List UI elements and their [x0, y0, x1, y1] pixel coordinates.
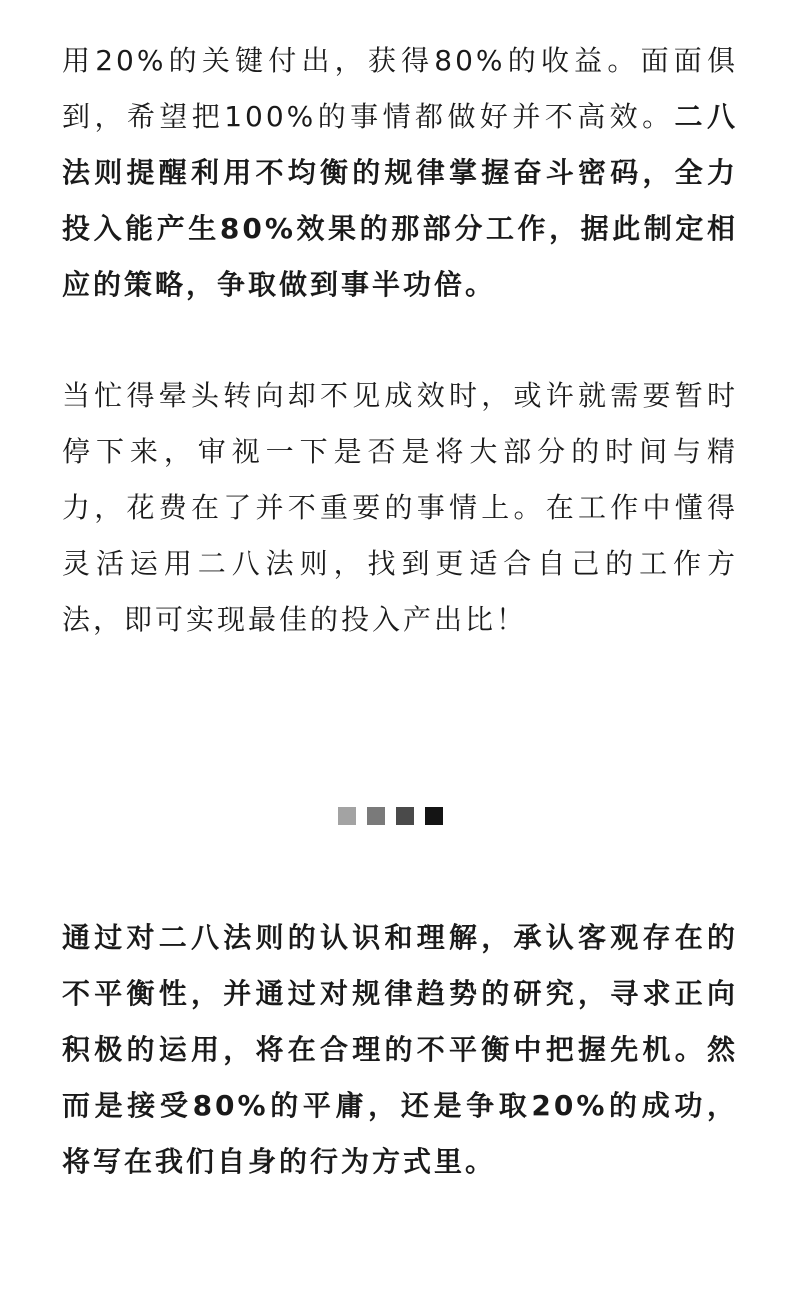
conclusion-section: [62, 910, 738, 1190]
paragraph-pareto-advice: 当忙得晕头转向却不见成效时，或许就需要暂时停下来，审视一下是否是将大部分的时间与精力，花费在了并不重要的事情上。在工作中懂得灵活运用二八法则，找到更适合自己的工作方法，即可实现最佳的投入产出比！: [62, 379, 738, 636]
article-body: [62, 33, 738, 648]
paragraph-spacer: [62, 313, 738, 368]
divider-square-medium: [367, 807, 385, 825]
divider-square-black: [425, 807, 443, 825]
divider-square-dark: [396, 807, 414, 825]
section-divider: [338, 807, 443, 825]
paragraph-pareto-intro: [62, 33, 738, 313]
paragraph-conclusion: 通过对二八法则的认识和理解，承认客观存在的不平衡性，并通过对规律趋势的研究，寻求正向积极的运用，将在合理的不平衡中把握先机。然而是接受80%的平庸，还是争取20%的成功，将写在我们自身的行为方式里。: [62, 921, 738, 1178]
paragraph-intro-text: 用20%的关键付出，获得80%的收益。面面俱到，希望把100%的事情都做好并不高效。: [62, 44, 738, 133]
paragraph-intro-bold-text: 二八法则提醒利用不均衡的规律掌握奋斗密码，全力投入能产生80%效果的那部分工作，据此制定相应的策略，争取做到事半功倍。: [62, 100, 738, 301]
divider-square-light: [338, 807, 356, 825]
